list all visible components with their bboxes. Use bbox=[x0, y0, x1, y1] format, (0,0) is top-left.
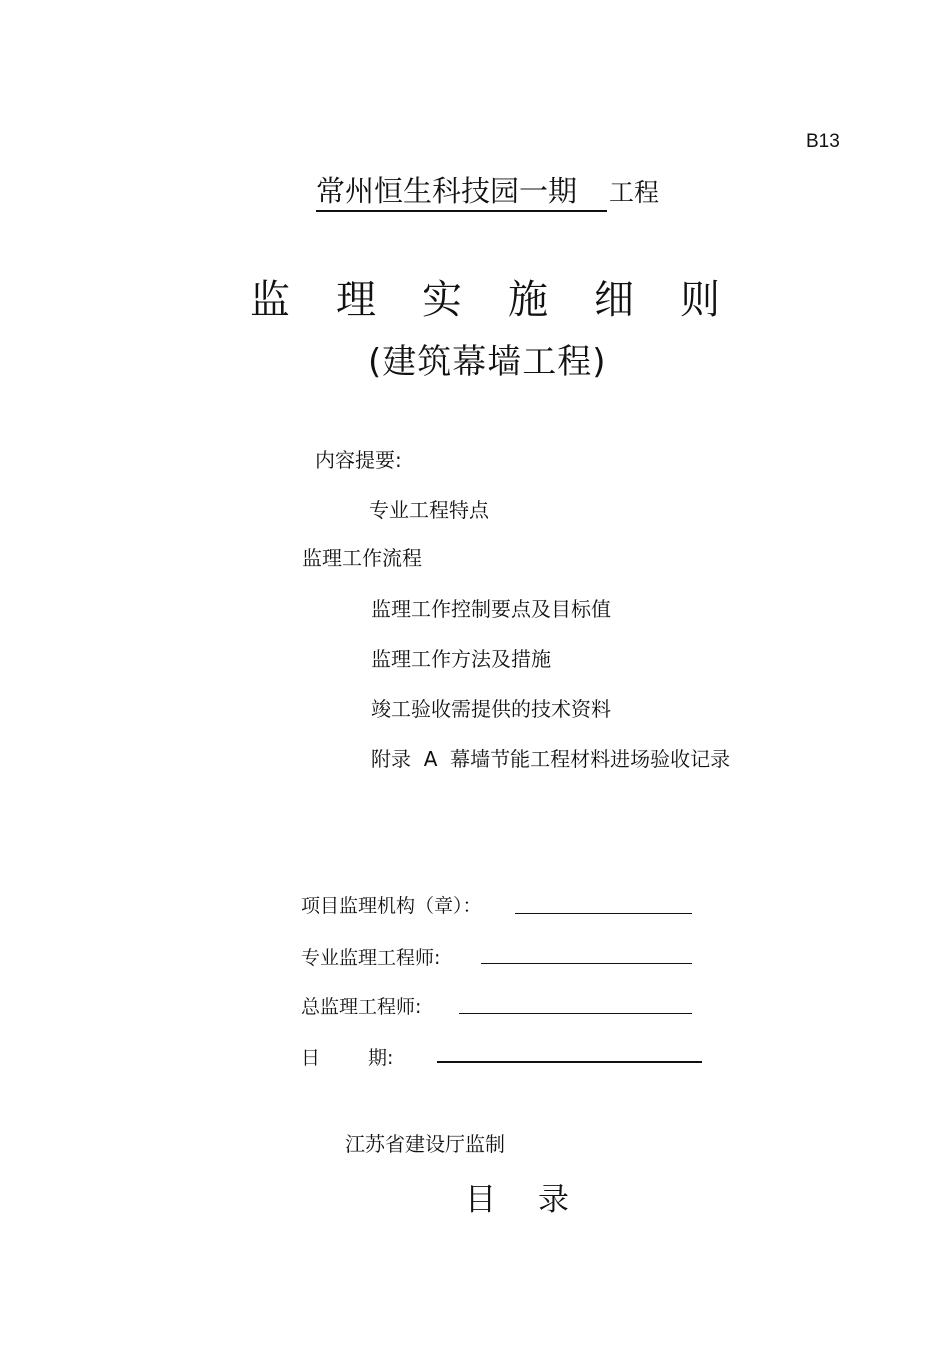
date-label-char: 日 bbox=[301, 1047, 321, 1069]
toc-heading-char: 目 bbox=[465, 1182, 496, 1218]
org-seal-label: 项目监理机构（章）： bbox=[301, 895, 482, 917]
title-char: 则 bbox=[680, 277, 720, 323]
chief-engineer-label: 总监理工程师: bbox=[301, 996, 422, 1018]
contents-item: 监理工作方法及措施 bbox=[371, 647, 551, 671]
project-title bbox=[316, 172, 659, 212]
title-char: 监 bbox=[250, 277, 290, 323]
subtitle: (建筑幕墙工程) bbox=[368, 342, 607, 382]
title-char: 施 bbox=[508, 277, 548, 323]
engineer-label: 专业监理工程师: bbox=[301, 947, 441, 969]
title-char: 实 bbox=[422, 277, 462, 323]
title-char: 理 bbox=[336, 277, 376, 323]
document-code: B13 bbox=[806, 131, 840, 152]
contents-item: 附录 A 幕墙节能工程材料进场验收记录 bbox=[371, 747, 731, 771]
date-label-char: 期: bbox=[368, 1047, 394, 1069]
toc-heading-char: 录 bbox=[538, 1182, 569, 1218]
contents-item: 监理工作流程 bbox=[302, 546, 422, 570]
date-line bbox=[437, 1061, 702, 1063]
org-seal-line bbox=[515, 913, 692, 914]
toc-heading bbox=[465, 1174, 569, 1219]
project-name: 常州恒生科技园一期 bbox=[316, 172, 607, 212]
contents-item: 监理工作控制要点及目标值 bbox=[371, 597, 611, 621]
contents-label: 内容提要: bbox=[315, 448, 402, 472]
main-title bbox=[250, 268, 720, 325]
engineer-line bbox=[481, 963, 692, 964]
title-char: 细 bbox=[594, 277, 634, 323]
project-suffix: 工程 bbox=[609, 178, 660, 207]
chief-engineer-line bbox=[459, 1013, 692, 1014]
issuer: 江苏省建设厅监制 bbox=[345, 1132, 505, 1156]
contents-item: 竣工验收需提供的技术资料 bbox=[371, 697, 611, 721]
contents-item: 专业工程特点 bbox=[369, 498, 489, 522]
